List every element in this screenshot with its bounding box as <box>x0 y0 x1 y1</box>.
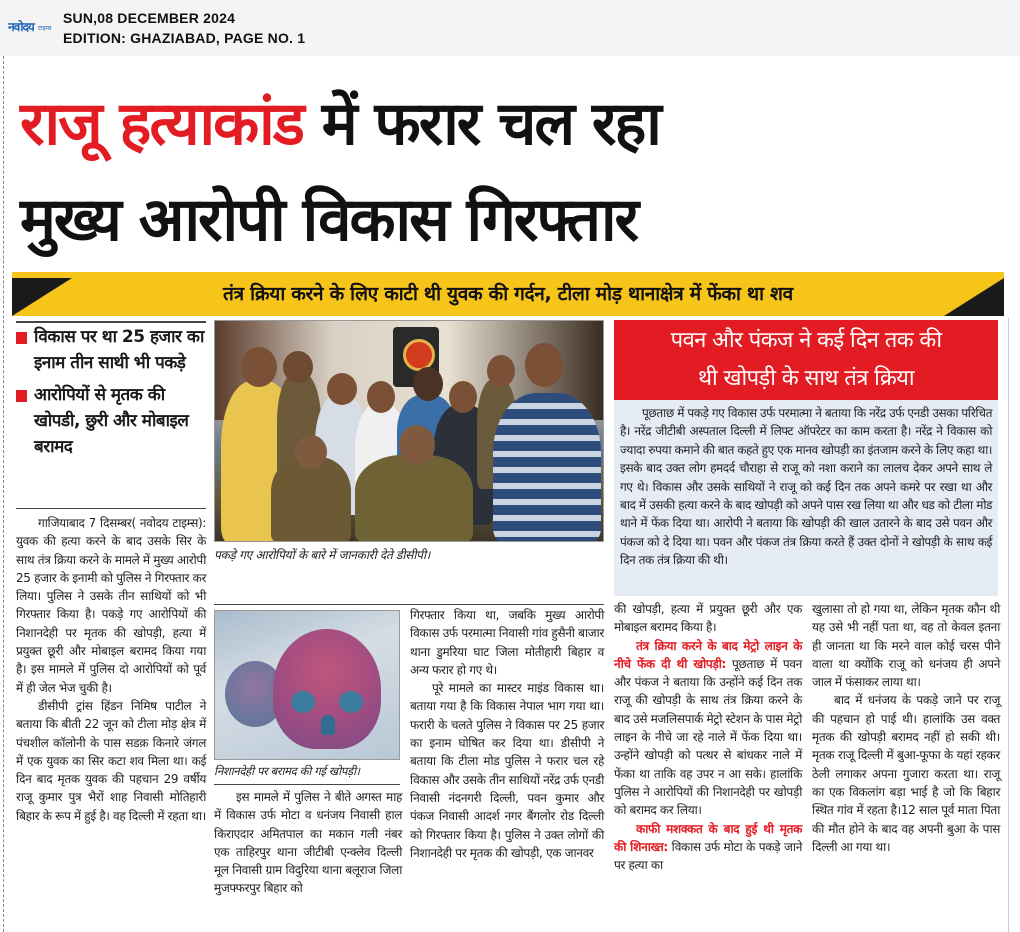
subheadline: तंत्र क्रिया करने के लिए काटी थी युवक की गर्दन, टीला मोड़ थानाक्षेत्र में फेंका था शव <box>223 283 793 305</box>
adjacent-article-edge <box>1008 318 1020 932</box>
article-column-3: गिरफ्तार किया था, जबकि मुख्य आरोपी विकास उर्फ परमात्मा निवासी गांव हुसैनी बाजार थाना डुमरिया घाट जिला मोतीहारी बिहार व अन्य फरार हो गए थे। पूरे मामले का मास्टर माइंड विकास था। बताया गया है कि विकास नेपाल भाग गया था। फरारी के चलते पुलिस ने विकास पर 25 हजार का इनाम घोषित कर दिया था। डीसीपी ने बताया कि टीला मोड पुलिस ने फरार चल रहे विकास और उसके तीन साथियों नरेंद्र उर्फ एनडी निवासी नंदनगरी दिल्ली, पवन कुमार और पंकज निवासी आदर्श नगर बैंगलोर रोड दिल्ली को गिरफ्तार किया है। पुलिस ने उक्त लोगों की निशानदेही पर मृतक की खोपड़ी, एक जानवर <box>410 608 604 860</box>
sidebox-body: पूछताछ में पकड़े गए विकास उर्फ परमात्मा ने बताया कि नरेंद्र उर्फ एनडी उसका परिचित है। नरेंद्र जीटीबी अस्पताल दिल्ली में लिफ्ट ऑपरेटर का काम करता है। नरेंद्र ने विकास को ज्यादा रुपया कमाने की बात कहते हुए एक मानव खोपड़ी का इंतजाम करने के लिए कहा था। इसके बाद उक्त लोग हमदर्द चौराहा से राजू को नशा कराने का लालच देकर अपने साथ ले गए थे। विकास और उसके साथियों ने राजू को कई दिन तक अपने कमरे पर रखा था और बाद में उसकी हत्या करने के बाद खोपड़ी को अपने पास रख लिया था और धड को टीला मोड थाने में फेंक दिया था। आरोपी ने बताया कि खोपड़ी की खाल उतारने के बाद उसे पवन और पंकज को दे दिया था। पवन और पंकज तंत्र क्रिया करते हैं उक्त दोनों ने खोपड़ी के साथ कई दिन तक तंत्र क्रिया की थी। <box>614 400 998 596</box>
issue-date: SUN,08 DECEMBER 2024 <box>63 10 236 26</box>
article-column-1: गाजियाबाद 7 दिसम्बर( नवोदय टाइम्स): युवक की हत्या करने के बाद उसके सिर के साथ तंत्र क्रिया करने के मामले में मुख्य आरोपी 25 हजार के इनामी को पुलिस ने गिरफ्तार कर लिया। पुलिस ने उसके तीन साथियों को भी गिरफ्तार किया है। पकड़े गए आरोपियों की निशानदेही पर मृतक की खोपड़ी, हत्या में प्रयुक्त छूरी और मोबाइल बरामद किया गया है। इस मामले में पुलिस दो आरोपियों को पूर्व में ही जेल भेज चुकी है। डीसीपी ट्रांस हिंडन निमिष पाटील ने बताया कि बीती 22 जून को टीला मोड़ क्षेत्र में पंचशील कॉलोनी के पास सडक़ किनारे जंगल में एक युवक का सिर कटा शव मिला था। कई दिन बाद मृतक युवक की पहचान 29 वर्षीय राजू कुमार पुत्र भैरों शाह निवासी मोतिहारी बिहार के रूप में हुई है। वह दिल्ली में रहता था। <box>16 516 206 823</box>
edition-info: EDITION: GHAZIABAD, PAGE NO. 1 <box>63 30 306 46</box>
highlight-item: आरोपियों से मृतक की खोपडी, छुरी और मोबाइल बरामद <box>16 382 206 460</box>
epaper-header <box>0 0 1020 56</box>
page-margin-line <box>3 56 4 932</box>
divider <box>214 784 400 785</box>
skull-photo[interactable] <box>214 610 400 760</box>
skull-photo-caption: निशानदेही पर बरामद की गई खोपड़ी। <box>214 764 360 778</box>
subheading: काफी मशक्कत के बाद हुई थी मृतक की शिनाख्त: <box>614 821 802 854</box>
main-headline <box>20 76 1010 268</box>
highlight-item: विकास पर था 25 हजार का इनाम तीन साथी भी पकड़े <box>16 324 206 376</box>
headline-highlight: राजू हत्याकांड <box>20 89 303 159</box>
red-square-bullet-icon <box>16 390 27 402</box>
subheadline-band <box>12 272 1004 316</box>
highlights-list <box>16 324 206 466</box>
logo-sub: टाइम्स <box>38 25 52 32</box>
logo-main: नवोदय <box>8 20 34 34</box>
subheading: तंत्र क्रिया करने के बाद मेट्रो लाइन के नीचे फेंक दी थी खोपड़ी: <box>614 638 802 671</box>
divider <box>214 604 604 605</box>
photo-caption: पकड़े गए आरोपियों के बारे में जानकारी देते डीसीपी। <box>214 548 431 562</box>
press-conference-photo[interactable] <box>214 320 604 542</box>
divider <box>16 508 206 509</box>
dateline <box>63 8 305 48</box>
red-square-bullet-icon <box>16 332 27 344</box>
newspaper-logo[interactable] <box>8 18 54 40</box>
article-column-5: खुलासा तो हो गया था, लेकिन मृतक कौन थी यह उसे भी नहीं पता था, वह तो केवल इतना ही जानता था कि मरने वाल कोई चरस पीने वाला था क्योंकि राजू को धनंजय ही अपने जाल में फंसाकर लाया था। बाद में धनंजय के पकड़े जाने पर राजू की पहचान हो पाई थी। हालांकि उस वक्त मृतक की खोपड़ी बरामद नहीं हो सकी थी। मृतक राजू दिल्ली में बुआ-फूफा के यहां रहकर ठेली लगाकर अपना गुजारा करता था। राजू का एक विकलांग बड़ा भाई है जो कि बिहार स्थित गांव में रहता है।12 साल पूर्व माता पिता की मौत होने के बाद वह अपनी बुआ के पास दिल्ली आ गया था। <box>812 602 1000 854</box>
sidebox-headline: पवन और पंकज ने कई दिन तक की थी खोपड़ी के साथ तंत्र क्रिया <box>614 320 998 400</box>
human-skull <box>273 629 381 749</box>
divider <box>16 321 206 323</box>
newspaper-page <box>0 56 1020 932</box>
article-column-4: की खोपड़ी, हत्या में प्रयुक्त छूरी और एक मोबाइल बरामद किया है। तंत्र क्रिया करने के बाद मेट्रो लाइन के नीचे फेंक दी थी खोपड़ी: पूछताछ में पवन और पंकज ने बताया कि उन्होंने कई दिन तक राजू की खोपड़ी के साथ तंत्र क्रिया करने के बाद उसे मजलिसपार्क मेट्रो स्टेशन के पास मेट्रो लाइन के नीचे जा रहे नाले में फेंक दिया था। उन्होंने खोपड़ी को पत्थर से बांधकर नाले में फेंका था ताकि वह उपर न आ सके। हालांकि पुलिस ने आरोपियों की निशानदेही पर खोपड़ी को बरामद कर लिया। काफी मशक्कत के बाद हुई थी मृतक की शिनाख्त: विकास उर्फ मोटा के पकड़े जाने पर हत्या का <box>614 602 803 873</box>
headline-line1: में फरार चल रहा <box>302 89 660 159</box>
headline-line2: मुख्य आरोपी विकास गिरफ्तार <box>20 185 638 255</box>
article-column-2: इस मामले में पुलिस ने बीते अगस्त माह में विकास उर्फ मोटा व धनंजय निवासी हाल किराएदार अमितपाल का मकान गली नंबर एक ताहिरपुर थाना जीटीबी एन्क्लेव दिल्ली मूल निवासी ग्राम विदुरिया थाना बलूराज जिला मुजफ्फरपुर बिहार को <box>214 790 402 896</box>
